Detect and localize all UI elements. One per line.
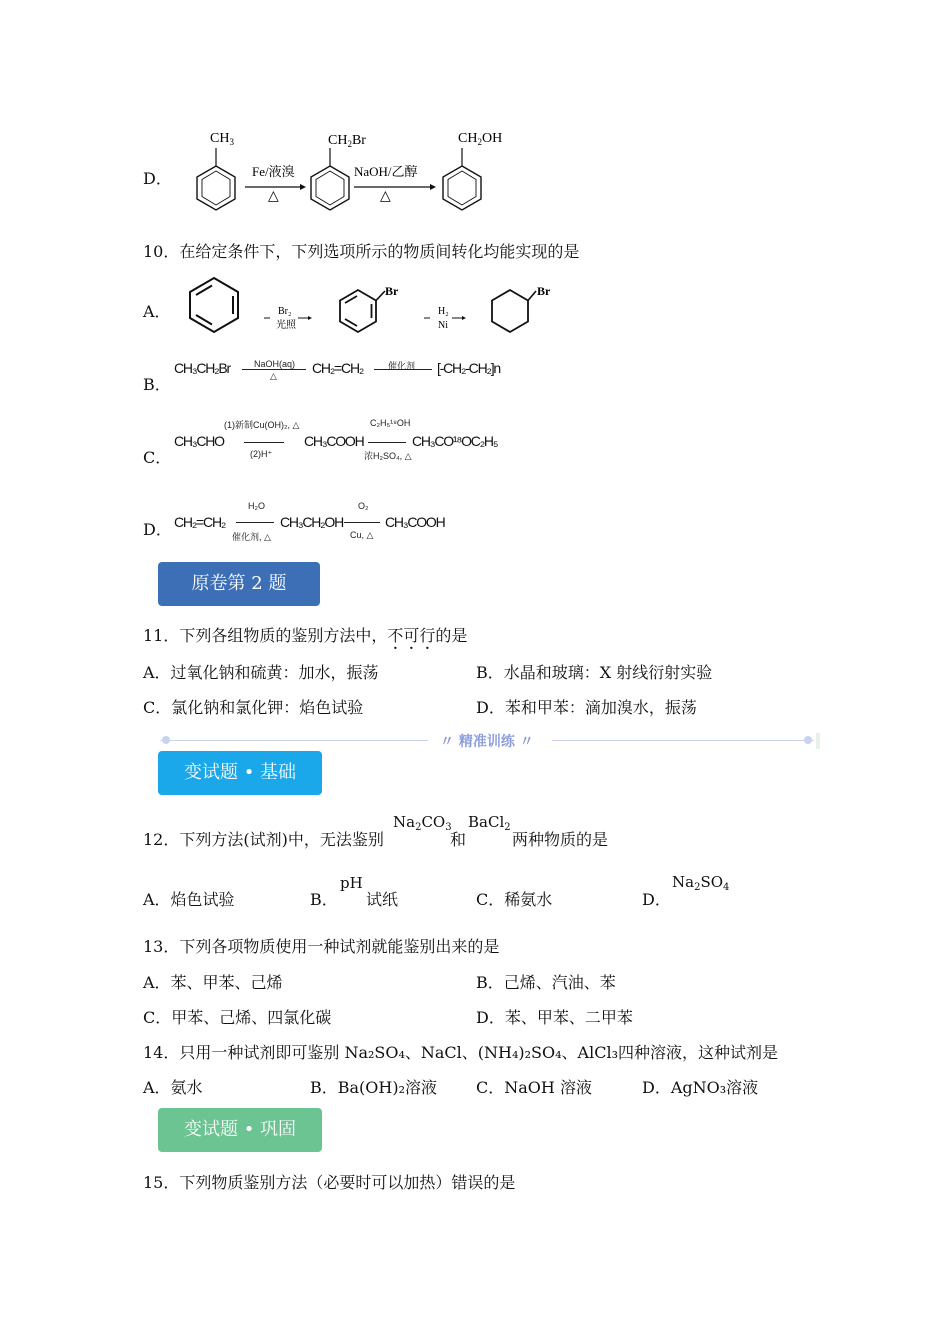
step2-condition-top: NaOH/乙醇 [354, 164, 418, 179]
svg-text:Br: Br [385, 284, 399, 298]
variant-basic-badge: 变试题 • 基础 [158, 751, 322, 795]
q10-d-arrow2 [344, 522, 380, 523]
q10-d-arrow1 [236, 522, 274, 523]
q10-c-intermediate: CH₃COOH [304, 433, 364, 449]
q14-option-d: D．AgNO₃溶液 [642, 1078, 759, 1097]
q13-option-c: C．甲苯、己烯、四氯化碳 [143, 1008, 332, 1027]
q10-b-arrow1 [242, 369, 306, 370]
svg-text:Br₂: Br₂ [278, 306, 292, 317]
variant-consolidate-badge: 变试题 • 巩固 [158, 1108, 322, 1152]
q10-d-cond2-bottom: Cu, △ [350, 530, 374, 540]
q9-option-d-label: D． [143, 169, 172, 188]
q11-stem-post: 的是 [435, 626, 468, 645]
q10-c-cond2-bottom: 浓H₂SO₄, △ [364, 451, 412, 461]
toluene-ch3-label: $CH_3$ [210, 131, 234, 147]
q10-b-cond2-top: 催化剂 [388, 361, 416, 371]
q10-stem: 10．在给定条件下，下列选项所示的物质间转化均能实现的是 [143, 242, 580, 261]
q13-option-a: A．苯、甲苯、己烯 [143, 973, 283, 992]
step2-condition-bottom: △ [380, 189, 391, 204]
q10-b-cond1-bottom: △ [270, 371, 277, 381]
q14-option-c: C．NaOH 溶液 [476, 1078, 592, 1097]
divider-label: 〃 精准训练 〃 [440, 734, 534, 750]
q10-d-intermediate: CH₃CH₂OH [280, 514, 343, 530]
q13-option-b: B．己烯、汽油、苯 [476, 973, 616, 992]
benzyl-bromide-label: $CH_2Br$ [328, 133, 366, 149]
q13-option-d: D．苯、甲苯、二甲苯 [476, 1008, 633, 1027]
q10-option-d-label: D． [143, 520, 172, 539]
q12-formula-na2co3: $Na_2CO_3$ [393, 813, 452, 833]
q10-d-cond1-top: H₂O [248, 501, 265, 511]
q10-b-intermediate: CH₂=CH₂ [312, 360, 364, 376]
q10-b-cond1-top: NaOH(aq) [254, 359, 296, 369]
q12-option-d-label: D． [642, 890, 671, 909]
q10-c-arrow2 [368, 442, 406, 443]
divider-slash-icon: 〃 [440, 734, 459, 750]
q10-c-arrow1 [244, 442, 284, 443]
q12-option-c: C．稀氨水 [476, 890, 553, 909]
q10-c-reactant: CH₃CHO [174, 433, 224, 449]
benzyl-alcohol-label: $CH_2OH$ [458, 131, 503, 147]
q10-option-a-scheme [180, 274, 560, 336]
original-question-badge: 原卷第 2 题 [158, 562, 320, 606]
step1-condition-top: Fe/液溴 [252, 164, 295, 179]
q11-emphasis-1: 不 [387, 626, 404, 645]
q10-option-b-label: B． [143, 375, 171, 394]
q10-b-arrow2 [374, 369, 432, 370]
q10-d-product: CH₃COOH [385, 514, 445, 530]
q11-option-c: C．氯化钠和氯化钾：焰色试验 [143, 698, 364, 717]
q12-formula-bacl2: BaCl$_2$ [468, 813, 511, 833]
q10-option-a-label: A． [143, 302, 171, 321]
q10-c-cond1-bottom: (2)H⁺ [250, 449, 273, 459]
svg-text:Ni: Ni [438, 320, 448, 331]
q12-stem-post: 两种物质的是 [512, 830, 609, 849]
svg-text:Br: Br [537, 284, 551, 298]
q10-b-reactant: CH₃CH₂Br [174, 360, 230, 376]
q11-option-d: D．苯和甲苯：滴加溴水，振荡 [476, 698, 697, 717]
q10-c-cond2-top: C₂H₅¹⁸OH [370, 418, 411, 428]
q10-b-product: [-CH₂-CH₂]n [437, 360, 501, 376]
svg-text:H₂: H₂ [438, 306, 449, 317]
divider-slash-icon: 〃 [514, 734, 534, 750]
q9-option-d-scheme [180, 124, 520, 216]
q15-stem: 15．下列物质鉴别方法（必要时可以加热）错误的是 [143, 1173, 516, 1192]
q13-stem: 13．下列各项物质使用一种试剂就能鉴别出来的是 [143, 937, 500, 956]
q10-c-cond1-top: (1)新制Cu(OH)₂, △ [224, 420, 300, 430]
q10-c-product: CH₃CO¹⁸OC₂H₅ [412, 433, 498, 449]
q12-option-a: A．焰色试验 [143, 890, 235, 909]
svg-text:光照: 光照 [276, 320, 296, 331]
q10-d-cond1-bottom: 催化剂, △ [232, 532, 271, 542]
q14-option-a: A．氨水 [143, 1078, 203, 1097]
q10-d-reactant: CH₂=CH₂ [174, 514, 226, 530]
q12-option-d-formula: $Na_2SO_4$ [672, 873, 730, 893]
q12-option-b-text: 试纸 [366, 890, 399, 909]
training-divider [160, 733, 820, 749]
q11-stem [143, 623, 467, 646]
q14-option-b: B．Ba(OH)₂溶液 [310, 1078, 438, 1097]
step1-condition-bottom: △ [268, 189, 279, 204]
q10-option-c-label: C． [143, 448, 172, 467]
q12-option-b-ph: pH [340, 874, 363, 892]
q14-stem: 14．只用一种试剂即可鉴别 Na₂SO₄、NaCl、(NH₄)₂SO₄、AlCl₃四种溶液，这种试剂是 [143, 1043, 778, 1062]
q11-stem-pre: 11．下列各组物质的鉴别方法中， [143, 626, 388, 645]
q12-and: 和 [450, 830, 467, 849]
q11-option-b: B．水晶和玻璃：X 射线衍射实验 [476, 663, 713, 682]
q11-option-a: A．过氧化钠和硫黄：加水，振荡 [143, 663, 379, 682]
q11-emphasis-2: 可 [403, 626, 420, 645]
q12-option-b-label: B． [310, 890, 338, 909]
q10-d-cond2-top: O₂ [358, 501, 369, 511]
q11-emphasis-3: 行 [419, 626, 436, 645]
q12-stem-pre: 12．下列方法(试剂)中，无法鉴别 [143, 830, 384, 849]
